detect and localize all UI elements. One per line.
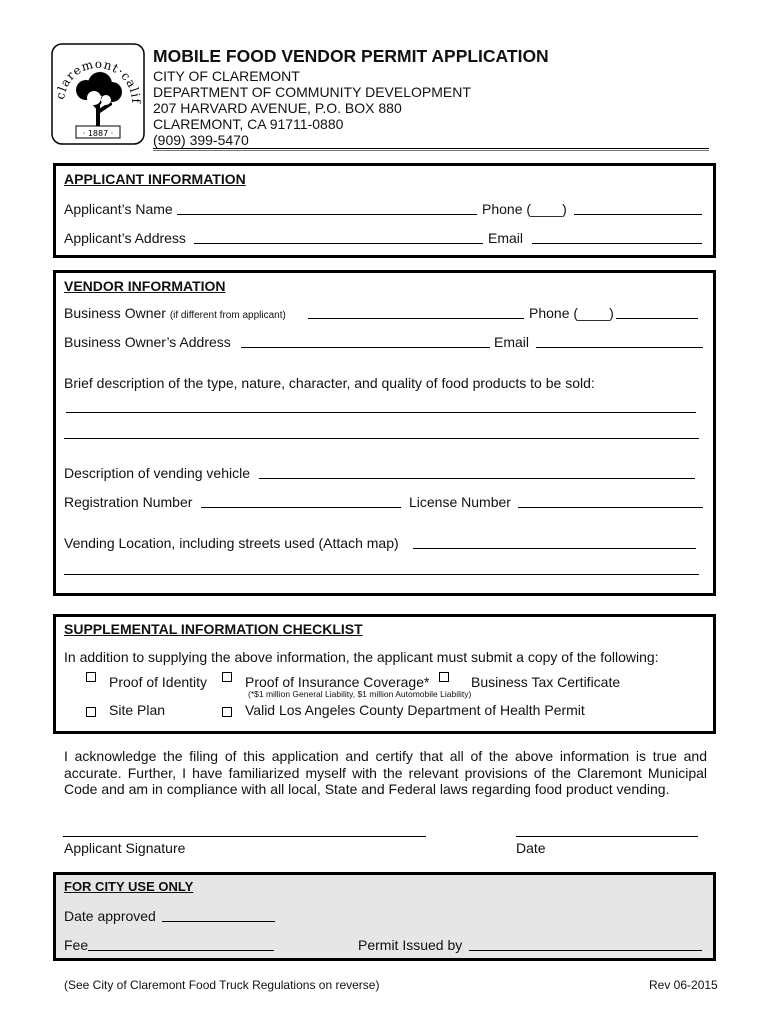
permit-issued-by-field[interactable]: [469, 950, 702, 951]
business-owner-address-label: Business Owner’s Address: [64, 334, 231, 350]
business-owner-address-field[interactable]: [241, 347, 490, 348]
business-tax-certificate-checkbox[interactable]: [439, 672, 449, 682]
date-approved-label: Date approved: [64, 908, 156, 924]
address-line: 207 HARVARD AVENUE, P.O. BOX 880: [153, 100, 402, 116]
business-owner-label-text: Business Owner: [64, 305, 166, 321]
fee-label: Fee: [64, 937, 89, 953]
revision-label: Rev 06-2015: [649, 978, 718, 992]
registration-number-field[interactable]: [201, 507, 401, 508]
applicant-name-label: Applicant’s Name: [64, 201, 173, 217]
acknowledgement-line: accurate. Further, I have familiarized myself with the relevant provisions of the Claremont Municipal: [64, 764, 707, 781]
svg-text:claremont·california: claremont·calif: [53, 56, 144, 105]
vendor-section-title: VENDOR INFORMATION: [64, 278, 226, 294]
registration-number-label: Registration Number: [64, 494, 193, 510]
phone-number: (909) 399-5470: [153, 132, 249, 148]
business-owner-field[interactable]: [308, 318, 524, 319]
site-plan-checkbox[interactable]: [86, 707, 96, 717]
business-tax-certificate-label: Business Tax Certificate: [471, 674, 621, 690]
business-owner-note: (if different from applicant): [169, 310, 286, 321]
vending-vehicle-label: Description of vending vehicle: [64, 465, 250, 481]
business-owner-phone-label: Phone (____): [529, 305, 614, 321]
form-title: MOBILE FOOD VENDOR PERMIT APPLICATION: [153, 46, 549, 66]
acknowledgement-text: [64, 748, 707, 798]
proof-of-insurance-checkbox[interactable]: [222, 672, 232, 682]
city-use-section-title: FOR CITY USE ONLY: [64, 879, 194, 894]
business-owner-email-label: Email: [494, 334, 530, 350]
header-divider: [153, 148, 709, 151]
department-address: [153, 68, 471, 148]
applicant-section-title: APPLICANT INFORMATION: [64, 171, 246, 187]
date-approved-field[interactable]: [162, 921, 275, 922]
applicant-phone-label: Phone (____): [482, 201, 567, 217]
acknowledgement-line: I acknowledge the filing of this application and certify that all of the above information is true and: [64, 748, 707, 764]
site-plan-label: Site Plan: [109, 702, 166, 718]
food-description-line-2[interactable]: [64, 438, 699, 439]
vending-location-line-2[interactable]: [64, 574, 699, 575]
business-owner-email-field[interactable]: [536, 347, 703, 348]
vending-location-field[interactable]: [413, 548, 696, 549]
food-description-prompt: Brief description of the type, nature, character, and quality of food products to be sold:: [64, 375, 595, 391]
applicant-address-field[interactable]: [194, 243, 483, 244]
applicant-address-label: Applicant’s Address: [64, 230, 186, 246]
vending-location-label: Vending Location, including streets used (Attach map): [64, 535, 399, 551]
permit-issued-by-label: Permit Issued by: [358, 937, 463, 953]
checklist-section-title: SUPPLEMENTAL INFORMATION CHECKLIST: [64, 621, 363, 637]
food-description-line-1[interactable]: [66, 412, 696, 413]
business-owner-label: [64, 305, 286, 324]
health-permit-checkbox[interactable]: [222, 707, 232, 717]
signature-date-label: Date: [516, 840, 546, 856]
applicant-signature-label: Applicant Signature: [64, 840, 186, 856]
checklist-intro: In addition to supplying the above information, the applicant must submit a copy of the following:: [64, 649, 659, 665]
license-number-field[interactable]: [518, 507, 703, 508]
applicant-email-field[interactable]: [532, 243, 702, 244]
proof-of-identity-checkbox[interactable]: [86, 672, 96, 682]
proof-of-insurance-label: Proof of Insurance Coverage*: [245, 674, 430, 690]
health-permit-label: Valid Los Angeles County Department of Health Permit: [245, 702, 585, 718]
acknowledgement-line: Code and am in compliance with all local, State and Federal laws regarding food product vending.: [64, 781, 670, 797]
applicant-signature-field[interactable]: [63, 836, 426, 837]
address-line: CLAREMONT, CA 91711-0880: [153, 116, 344, 132]
fee-field[interactable]: [88, 950, 274, 951]
business-owner-phone-field[interactable]: [616, 318, 698, 319]
vending-vehicle-field[interactable]: [259, 478, 695, 479]
svg-text:· 1887 ·: · 1887 ·: [82, 129, 114, 138]
applicant-email-label: Email: [488, 230, 524, 246]
proof-of-identity-label: Proof of Identity: [109, 674, 208, 690]
address-line: DEPARTMENT OF COMMUNITY DEVELOPMENT: [153, 84, 471, 100]
applicant-phone-field[interactable]: [574, 214, 702, 215]
signature-date-field[interactable]: [516, 836, 698, 837]
city-seal-logo: [50, 42, 146, 146]
insurance-coverage-note: (*$1 million General Liability, $1 million Automobile Liability): [248, 689, 472, 699]
address-line: CITY OF CLAREMONT: [153, 68, 300, 84]
footer-note: (See City of Claremont Food Truck Regulations on reverse): [64, 978, 380, 992]
applicant-name-field[interactable]: [177, 214, 477, 215]
license-number-label: License Number: [409, 494, 511, 510]
